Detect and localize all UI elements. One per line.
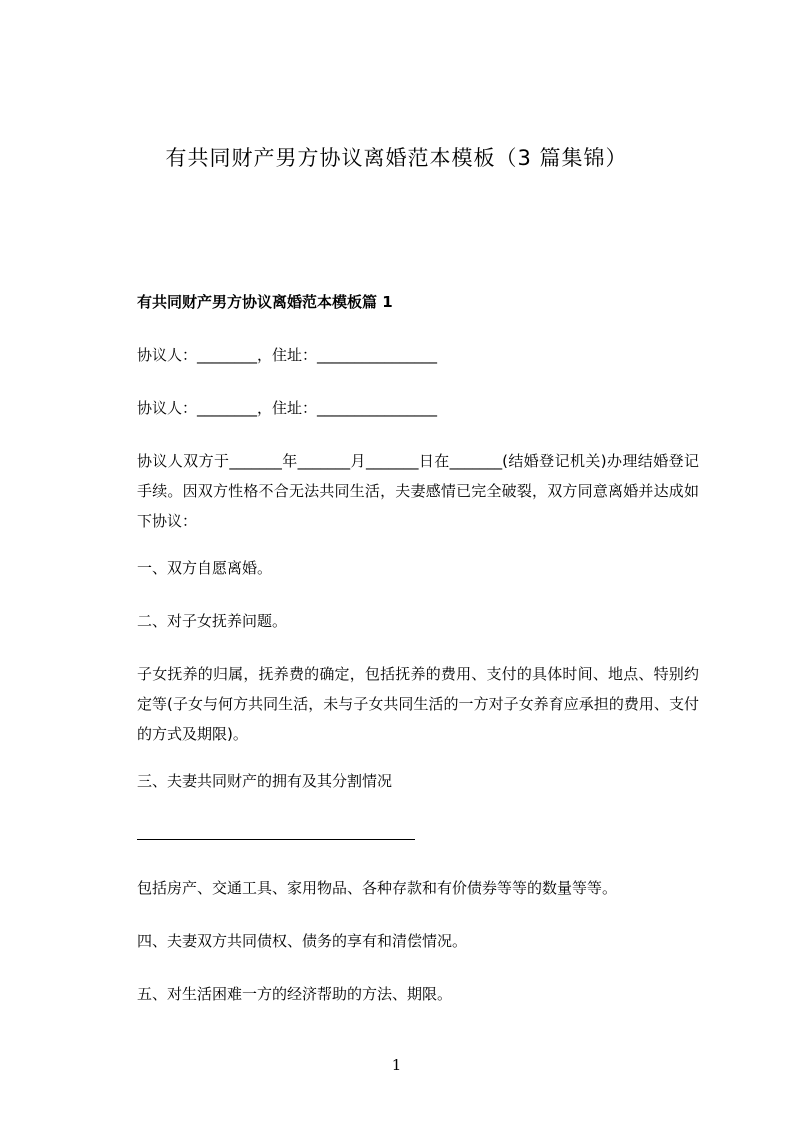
page-number: 1 [391, 1056, 402, 1074]
intro-paragraph [137, 446, 699, 536]
intro-paragraph-text: 协议人双方于_______年_______月_______日在_______(结婚登记机关)办理结婚登记手续。因双方性格不合无法共同生活，夫妻感情已完全破裂，双方同意离婚并达成如下协议： [137, 452, 699, 530]
document-title: 有共同财产男方协议离婚范本模板（3 篇集锦） [165, 146, 628, 170]
item-3: 三、夫妻共同财产的拥有及其分割情况 [137, 772, 393, 790]
party-line-1: 协议人：________，住址：________________ [137, 346, 438, 364]
blank-underline [137, 839, 415, 840]
item-1: 一、双方自愿离婚。 [137, 559, 273, 577]
item-5: 五、对生活困难一方的经济帮助的方法、期限。 [137, 985, 453, 1003]
item-2: 二、对子女抚养问题。 [137, 612, 288, 630]
child-paragraph [137, 659, 699, 749]
item-4: 四、夫妻双方共同债权、债务的享有和清偿情况。 [137, 932, 468, 950]
party-line-2: 协议人：________，住址：________________ [137, 399, 438, 417]
section-heading: 有共同财产男方协议离婚范本模板篇 1 [137, 293, 393, 311]
property-line: 包括房产、交通工具、家用物品、各种存款和有价债券等等的数量等等。 [137, 879, 618, 897]
child-paragraph-text: 子女抚养的归属，抚养费的确定，包括抚养的费用、支付的具体时间、地点、特别约定等(子女与何方共同生活，未与子女共同生活的一方对子女养育应承担的费用、支付的方式及期限)。 [137, 665, 699, 743]
